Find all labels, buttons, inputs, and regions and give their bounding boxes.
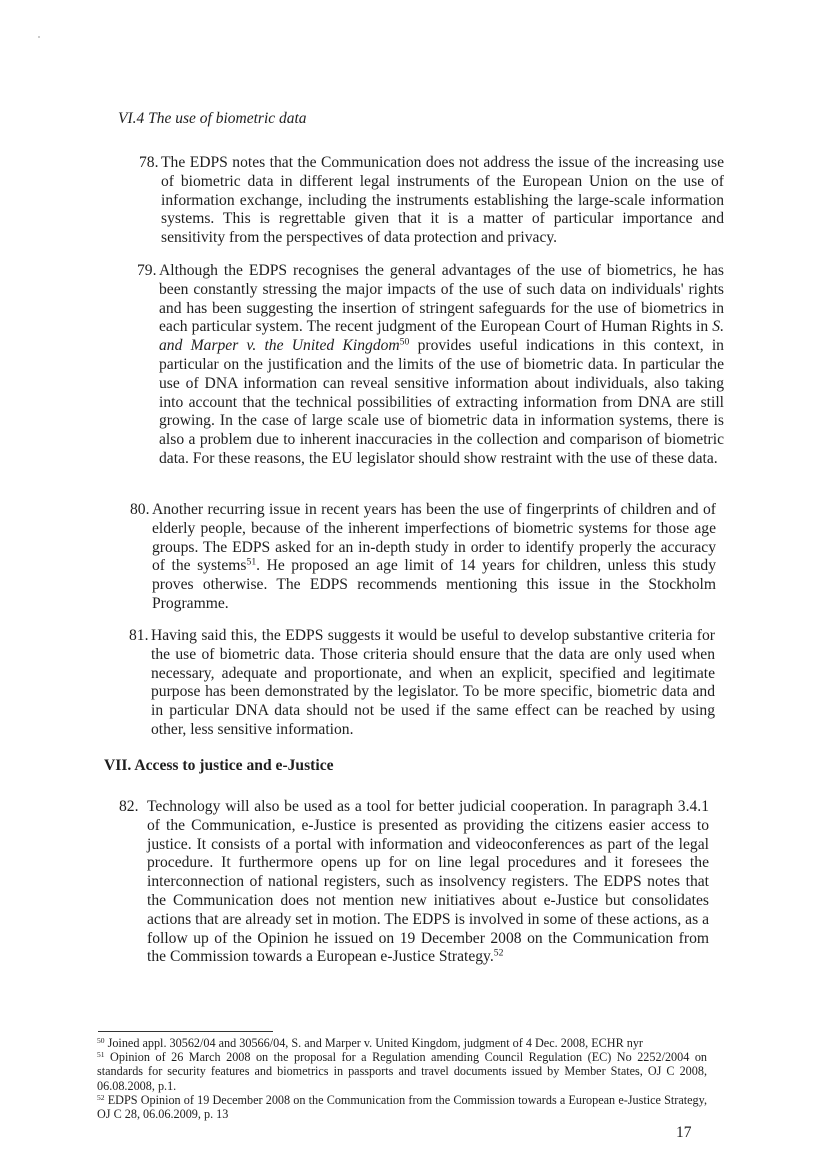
paragraph-number: 80. bbox=[130, 501, 150, 518]
paragraph-80 bbox=[130, 501, 716, 614]
footnotes bbox=[97, 1036, 707, 1121]
paragraph-text: . He proposed an age limit of 14 years for children, unless this study proves otherwise. The EDPS recommends mentioning this issue in the Stockholm Programme. bbox=[152, 557, 716, 612]
scan-speck bbox=[38, 36, 40, 38]
page-number: 17 bbox=[676, 1124, 692, 1141]
paragraph-number: 78. bbox=[139, 154, 159, 171]
paragraph-82 bbox=[119, 798, 709, 967]
paragraph-text: Another recurring issue in recent years has been the use of fingerprints of children and of elderly people, because of the inherent imperfections of biometric systems for those age groups. The EDPS asked for an in-depth study in order to identify properly the accuracy of the systems bbox=[152, 501, 716, 575]
footnote-text: Opinion of 26 March 2008 on the proposal for a Regulation amending Council Regulation (EC) No 2252/2004 on standards for security features and biometrics in passports and travel documents issued by Member States, OJ C 2008, 06.08.2008, p.1. bbox=[97, 1050, 708, 1093]
paragraph-text: Technology will also be used as a tool for better judicial cooperation. In paragraph 3.4.1 of the Communication, e-Justice is presented as providing the citizens easier access to justice. It consists of a portal with information and videoconferences as part of the legal procedure. It furthermore opens up for on line legal procedures and it foresees the interconnection of national registers, such as insolvency registers. The EDPS notes that the Communication does not mention new initiatives about e-Justice but consolidates actions that are already set in motion. The EDPS is involved in some of these actions, as a follow up of the Opinion he issued on 19 December 2008 on the Communication from the Commission towards a European e-Justice Strategy. bbox=[147, 798, 709, 966]
paragraph-78 bbox=[139, 154, 724, 248]
case-name: S. and Marper v. the United Kingdom bbox=[159, 318, 724, 355]
footnote-52 bbox=[97, 1093, 707, 1121]
section-heading: VII. Access to justice and e-Justice bbox=[104, 757, 334, 774]
paragraph-number: 81. bbox=[129, 627, 149, 644]
footnote-ref: 52 bbox=[493, 948, 504, 960]
footnote-ref: 51 bbox=[246, 557, 257, 569]
footnote-text: Joined appl. 30562/04 and 30566/04, S. and Marper v. United Kingdom, judgment of 4 Dec. 2008, ECHR nyr bbox=[107, 1036, 643, 1050]
paragraph-number: 82. bbox=[119, 798, 139, 815]
paragraph-81 bbox=[129, 627, 715, 740]
paragraph-text: Although the EDPS recognises the general advantages of the use of biometrics, he has been constantly stressing the major impacts of the use of such data on individuals' rights and has been suggesting the insertion of stringent safeguards for the use of biometrics in each particular system. The recent judgment of the European Court of Human Rights in bbox=[159, 262, 724, 336]
footnote-50 bbox=[97, 1036, 707, 1050]
footnote-divider bbox=[98, 1031, 273, 1032]
paragraph-text: Having said this, the EDPS suggests it would be useful to develop substantive criteria for the use of biometric data. Those criteria should ensure that the data are only used when necessary, adequate and proportionate, and when an explicit, specified and legitimate purpose has been demonstrated by the legislator. To be more specific, biometric data and in particular DNA data should not be used if the same effect can be reached by using other, less sensitive information. bbox=[151, 627, 715, 738]
footnote-ref: 50 bbox=[399, 336, 410, 348]
paragraph-79 bbox=[137, 262, 724, 469]
paragraph-text: The EDPS notes that the Communication does not address the issue of the increasing use of biometric data in different legal instruments of the European Union on the use of information exchange, including the instruments establishing the large-scale information systems. This is regrettable given that it is a matter of particular importance and sensitivity from the perspectives of data protection and privacy. bbox=[161, 154, 724, 247]
paragraph-number: 79. bbox=[137, 262, 157, 279]
footnote-marker: 50 bbox=[97, 1035, 105, 1045]
subsection-heading: VI.4 The use of biometric data bbox=[118, 110, 307, 127]
footnote-51 bbox=[97, 1050, 707, 1093]
footnote-marker: 51 bbox=[97, 1050, 105, 1060]
paragraph-text: provides useful indications in this context, in particular on the justification and the limits of the use of biometric data. In particular the use of DNA information can reveal sensitive information about individuals, also taking into account that the technical possibilities of extracting information from DNA are still growing. In the case of large scale use of biometric data in information systems, there is also a problem due to inherent inaccuracies in the collection and comparison of biometric data. For these reasons, the EU legislator should show restraint with the use of these data. bbox=[159, 337, 724, 467]
footnote-text: EDPS Opinion of 19 December 2008 on the Communication from the Commission towards a European e-Justice Strategy, OJ C 28, 06.06.2009, p. 13 bbox=[97, 1092, 707, 1122]
footnote-marker: 52 bbox=[97, 1092, 105, 1102]
